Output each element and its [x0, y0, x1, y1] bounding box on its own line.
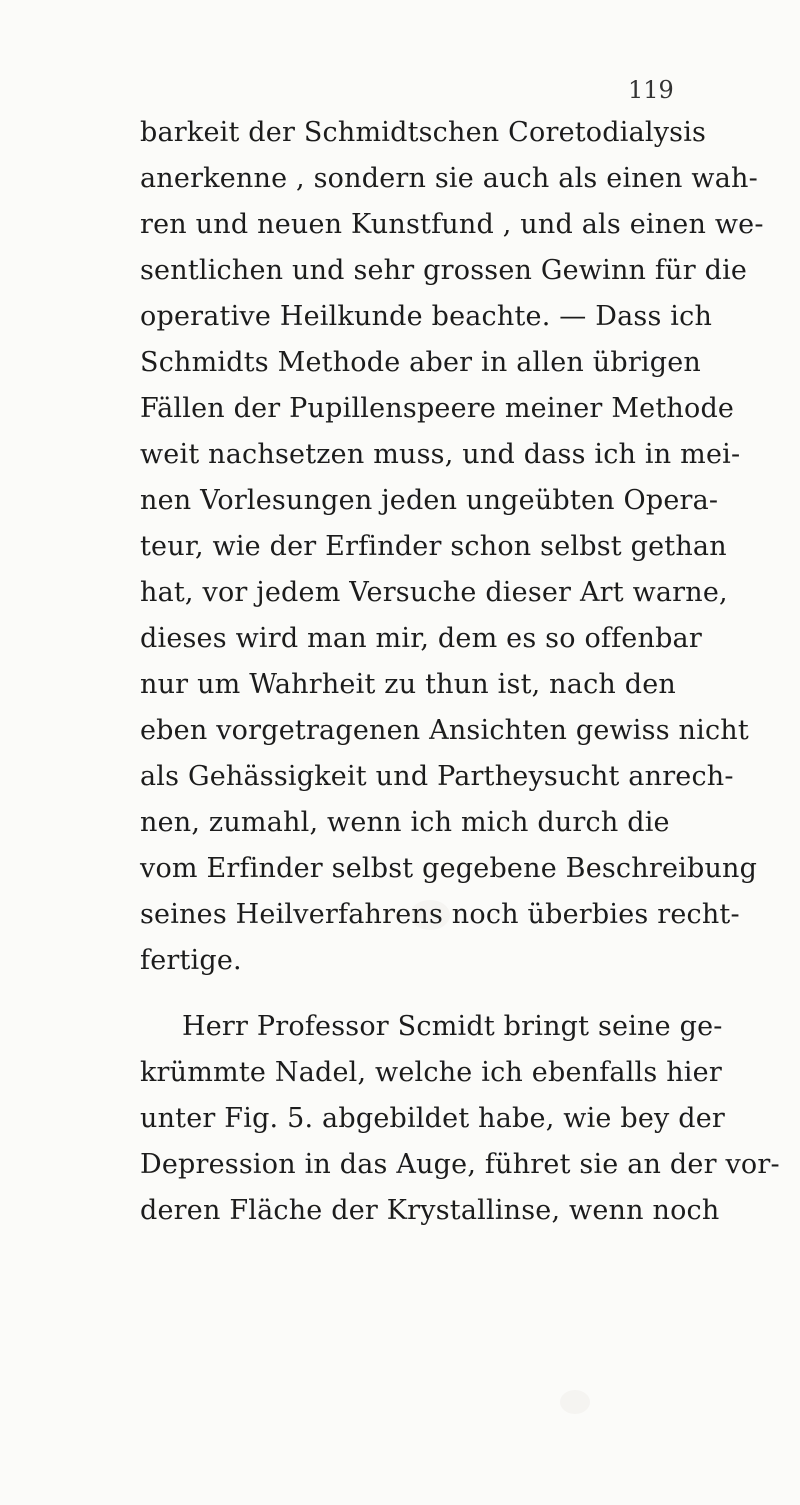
text-line: Depression in das Auge, führet sie an der vor-	[140, 1149, 780, 1180]
text-line: Schmidts Methode aber in allen übrigen	[140, 347, 702, 378]
text-line: eben vorgetragenen Ansichten gewiss nicht	[140, 715, 749, 746]
text-line: ren und neuen Kunstfund , und als einen we-	[140, 209, 764, 240]
text-line: unter Fig. 5. abgebildet habe, wie bey der	[140, 1103, 726, 1134]
text-line: fertige.	[140, 945, 242, 976]
text-line: hat, vor jedem Versuche dieser Art warne,	[140, 577, 728, 608]
text-line: anerkenne , sondern sie auch als einen wah-	[140, 163, 758, 194]
paragraph-2	[140, 1004, 780, 1234]
text-line: als Gehässigkeit und Partheysucht anrech-	[140, 761, 734, 792]
text-line: weit nachsetzen muss, und dass ich in mei-	[140, 439, 741, 470]
text-line: dieses wird man mir, dem es so offenbar	[140, 623, 702, 654]
paper-stain	[560, 1390, 590, 1414]
text-line: Fällen der Pupillenspeere meiner Methode	[140, 393, 735, 424]
text-line: Herr Professor Scmidt bringt seine ge-	[182, 1011, 723, 1042]
text-line: krümmte Nadel, welche ich ebenfalls hier	[140, 1057, 722, 1088]
text-line: seines Heilverfahrens noch überbies recht-	[140, 899, 740, 930]
paragraph-1	[140, 110, 764, 984]
text-line: teur, wie der Erfinder schon selbst gethan	[140, 531, 727, 562]
text-line: sentlichen und sehr grossen Gewinn für die	[140, 255, 748, 286]
text-line: barkeit der Schmidtschen Coretodialysis	[140, 117, 707, 148]
text-line: nen Vorlesungen jeden ungeübten Opera-	[140, 485, 719, 516]
text-line: operative Heilkunde beachte. — Dass ich	[140, 301, 713, 332]
text-line: vom Erfinder selbst gegebene Beschreibung	[140, 853, 758, 884]
text-line: deren Fläche der Krystallinse, wenn noch	[140, 1195, 720, 1226]
text-line: nen, zumahl, wenn ich mich durch die	[140, 807, 670, 838]
text-line: nur um Wahrheit zu thun ist, nach den	[140, 669, 677, 700]
page-number: 119	[628, 76, 674, 104]
